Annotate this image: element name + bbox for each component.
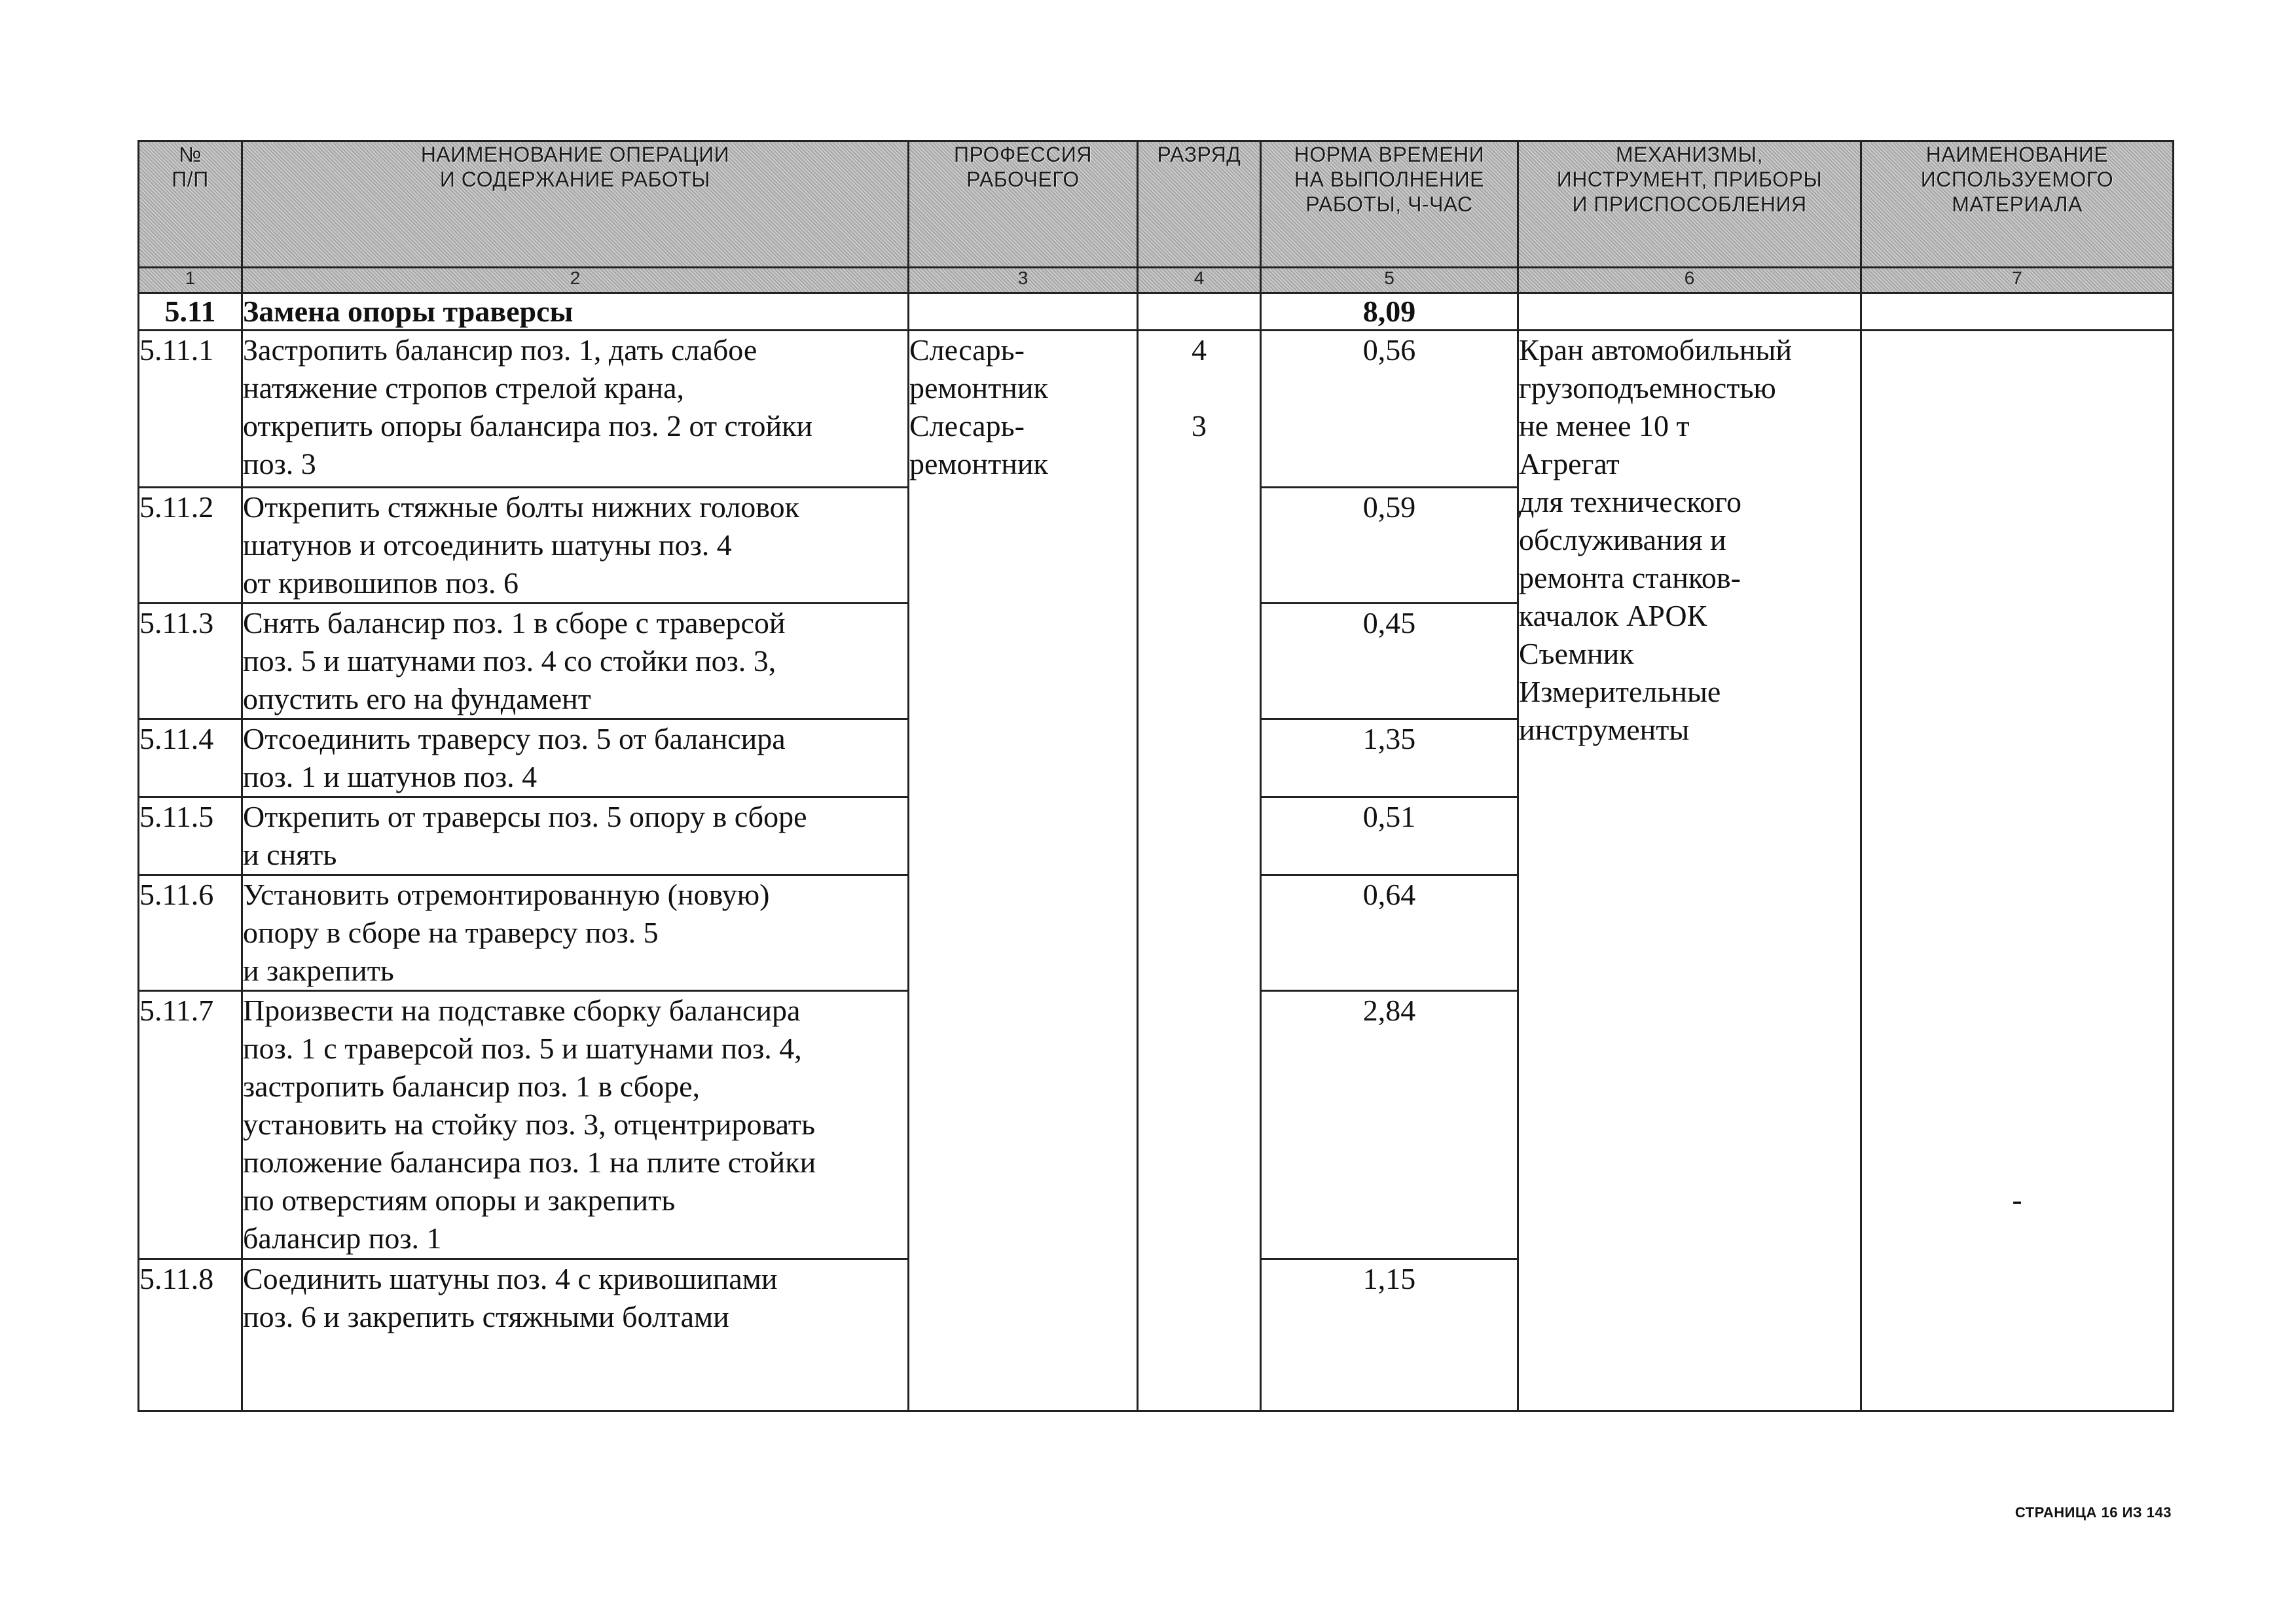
description-line: и закрепить (243, 954, 394, 987)
description-line: поз. 6 и закрепить стяжными болтами (243, 1300, 729, 1333)
description-line: открепить опоры балансира поз. 2 от стойки (243, 409, 813, 442)
row-number: 5.11.1 (139, 331, 242, 488)
header-profession (909, 141, 1138, 268)
row-norm: 0,45 (1261, 604, 1518, 719)
description-line: Открепить стяжные болты нижних головок (243, 490, 800, 524)
description-line: опору в сборе на траверсу поз. 5 (243, 916, 659, 949)
description-line: Снять балансир поз. 1 в сборе с траверсой (243, 606, 786, 640)
row-description (242, 604, 909, 719)
row-norm: 1,15 (1261, 1259, 1518, 1411)
column-number: 1 (139, 268, 242, 293)
header-mechanisms-line3: И ПРИСПОСОБЛЕНИЯ (1572, 192, 1807, 216)
row-number: 5.11.2 (139, 488, 242, 604)
row-norm: 2,84 (1261, 991, 1518, 1259)
header-material-line3: МАТЕРИАЛА (1952, 192, 2083, 216)
header-material-line1: НАИМЕНОВАНИЕ (1925, 143, 2109, 166)
column-number: 3 (909, 268, 1138, 293)
row-description (242, 991, 909, 1259)
header-operation-line2: И СОДЕРЖАНИЕ РАБОТЫ (439, 168, 711, 191)
description-line: от кривошипов поз. 6 (243, 566, 519, 600)
column-number: 2 (242, 268, 909, 293)
row-number: 5.11.3 (139, 604, 242, 719)
header-profession-line1: ПРОФЕССИЯ (953, 143, 1093, 166)
section-title: Замена опоры траверсы (242, 293, 909, 331)
header-norm-line3: РАБОТЫ, Ч-ЧАС (1305, 192, 1473, 216)
material-value: - (2012, 1183, 2022, 1216)
header-norm-line1: НОРМА ВРЕМЕНИ (1294, 143, 1485, 166)
row-norm: 1,35 (1261, 719, 1518, 797)
header-number (139, 141, 242, 268)
description-line: опустить его на фундамент (243, 682, 591, 715)
material-cell (1861, 331, 2174, 1411)
description-line: Открепить от траверсы поз. 5 опору в сборе (243, 800, 807, 833)
rank-cell: 4 3 (1138, 331, 1261, 1411)
description-line: поз. 1 с траверсой поз. 5 и шатунами поз. 4, (243, 1032, 802, 1065)
description-line: Застропить балансир поз. 1, дать слабое (243, 333, 757, 367)
row-description (242, 875, 909, 991)
row-number: 5.11.6 (139, 875, 242, 991)
row-number: 5.11.5 (139, 797, 242, 875)
table-row (139, 331, 2174, 488)
description-line: положение балансира поз. 1 на плите стойки (243, 1146, 816, 1179)
description-line: шатунов и отсоединить шатуны поз. 4 (243, 528, 732, 562)
description-line: Установить отремонтированную (новую) (243, 878, 770, 911)
description-line: Соединить шатуны поз. 4 с кривошипами (243, 1262, 778, 1295)
profession-cell: Слесарь- ремонтник Слесарь- ремонтник (909, 331, 1138, 1411)
header-operation (242, 141, 909, 268)
row-description (242, 331, 909, 488)
header-rank-line1: РАЗРЯД (1157, 143, 1241, 166)
section-number: 5.11 (139, 293, 242, 331)
header-norm (1261, 141, 1518, 268)
row-number: 5.11.8 (139, 1259, 242, 1411)
description-line: по отверстиям опоры и закрепить (243, 1183, 676, 1217)
row-description (242, 1259, 909, 1411)
description-line: и снять (243, 838, 337, 871)
column-number: 6 (1518, 268, 1861, 293)
section-row (139, 293, 2174, 331)
header-operation-line1: НАИМЕНОВАНИЕ ОПЕРАЦИИ (420, 143, 730, 166)
row-norm: 0,59 (1261, 488, 1518, 604)
table-header-row (139, 141, 2174, 268)
header-material-line2: ИСПОЛЬЗУЕМОГО (1920, 168, 2114, 191)
row-norm: 0,56 (1261, 331, 1518, 488)
row-number: 5.11.4 (139, 719, 242, 797)
page-number: СТРАНИЦА 16 ИЗ 143 (2014, 1504, 2172, 1521)
description-line: установить на стойку поз. 3, отцентрировать (243, 1108, 815, 1141)
header-rank (1138, 141, 1261, 268)
section-norm: 8,09 (1261, 293, 1518, 331)
column-number: 5 (1261, 268, 1518, 293)
operations-table (137, 140, 2174, 1412)
description-line: застропить балансир поз. 1 в сборе, (243, 1070, 701, 1103)
description-line: Произвести на подставке сборку балансира (243, 994, 801, 1027)
row-description (242, 488, 909, 604)
description-line: Отсоединить траверсу поз. 5 от балансира (243, 722, 786, 755)
header-material (1861, 141, 2174, 268)
header-profession-line2: РАБОЧЕГО (966, 168, 1080, 191)
description-line: поз. 3 (243, 447, 316, 480)
description-line: поз. 5 и шатунами поз. 4 со стойки поз. 3, (243, 644, 776, 677)
header-number-line1: № (179, 143, 202, 166)
description-line: натяжение стропов стрелой крана, (243, 371, 685, 405)
section-mechanisms-empty (1518, 293, 1861, 331)
column-number: 7 (1861, 268, 2174, 293)
header-norm-line2: НА ВЫПОЛНЕНИЕ (1294, 168, 1484, 191)
row-description (242, 797, 909, 875)
section-material-empty (1861, 293, 2174, 331)
section-rank-empty (1138, 293, 1261, 331)
header-mechanisms (1518, 141, 1861, 268)
row-norm: 0,64 (1261, 875, 1518, 991)
description-line: балансир поз. 1 (243, 1221, 442, 1255)
header-number-line2: П/П (172, 168, 209, 191)
description-line: поз. 1 и шатунов поз. 4 (243, 760, 538, 793)
column-numbers-row (139, 268, 2174, 293)
mechanisms-cell: Кран автомобильный грузоподъемностью не менее 10 т Агрегат для технического обслуживания и ремонта станков- качалок АРОК Съемник Измерительные инструменты (1518, 331, 1861, 1411)
row-number: 5.11.7 (139, 991, 242, 1259)
column-number: 4 (1138, 268, 1261, 293)
row-norm: 0,51 (1261, 797, 1518, 875)
header-mechanisms-line1: МЕХАНИЗМЫ, (1616, 143, 1763, 166)
row-description (242, 719, 909, 797)
header-mechanisms-line2: ИНСТРУМЕНТ, ПРИБОРЫ (1556, 168, 1823, 191)
section-profession-empty (909, 293, 1138, 331)
